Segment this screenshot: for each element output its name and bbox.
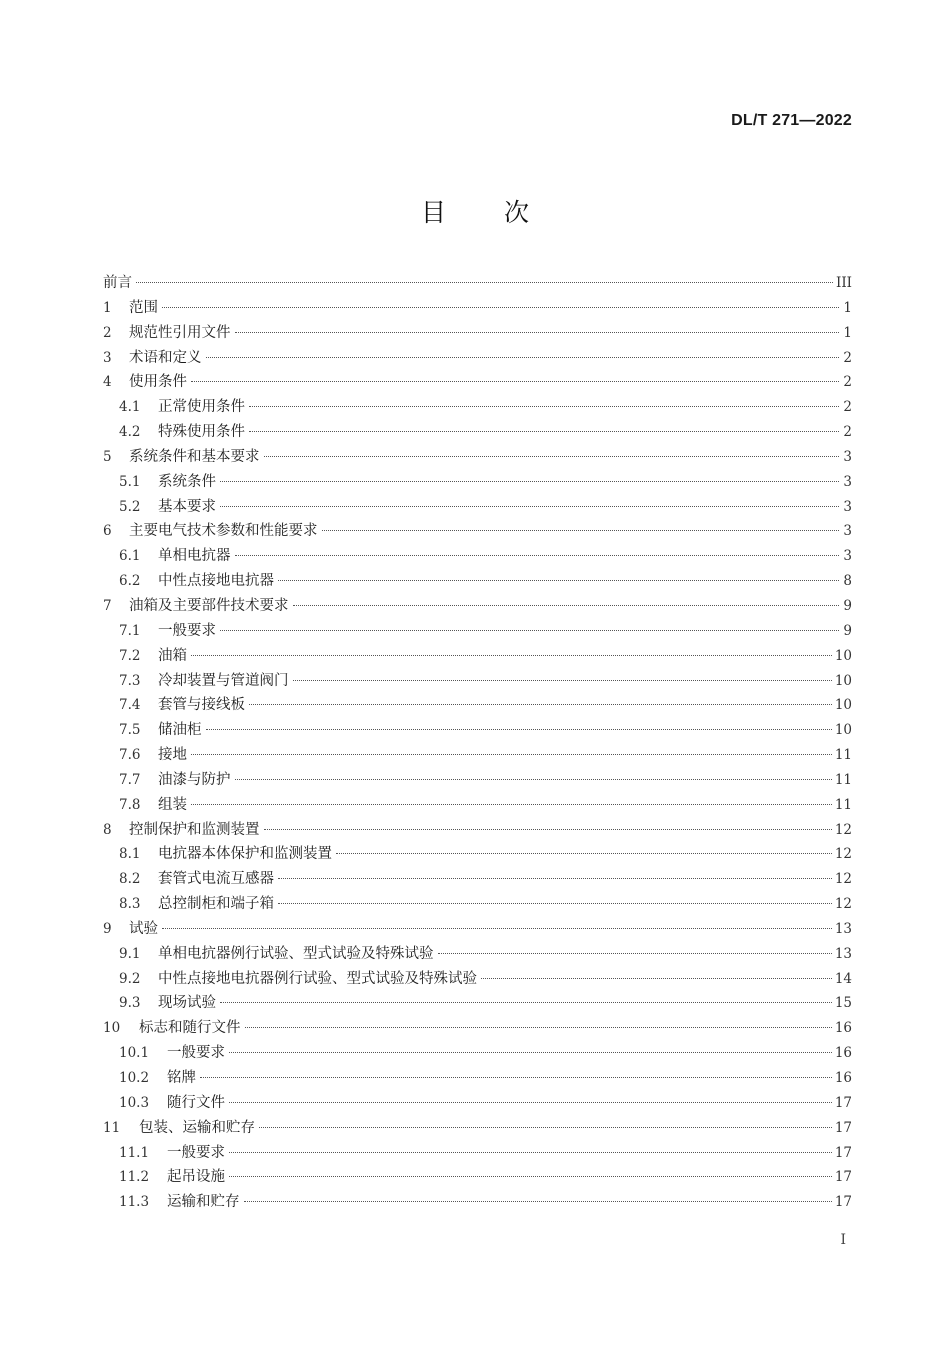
- toc-entry-title: 正常使用条件: [158, 399, 245, 416]
- toc-dot-leader: [220, 630, 839, 631]
- toc-entry[interactable]: [103, 743, 852, 768]
- toc-entry-number: 9.2: [119, 970, 141, 987]
- toc-entry-number: 7.3: [119, 672, 141, 689]
- toc-entry-page: 1: [843, 299, 852, 316]
- toc-entry-title: 单相电抗器例行试验、型式试验及特殊试验: [158, 945, 434, 962]
- toc-entry[interactable]: [103, 718, 852, 743]
- toc-entry[interactable]: [103, 942, 852, 967]
- toc-entry[interactable]: [103, 321, 852, 346]
- toc-entry-title: 基本要求: [158, 498, 216, 515]
- toc-entry-page: 13: [834, 945, 852, 962]
- toc-dot-leader: [162, 928, 832, 929]
- toc-entry[interactable]: [103, 346, 852, 371]
- toc-entry[interactable]: [103, 768, 852, 793]
- toc-entry-title: 前言: [103, 275, 132, 291]
- toc-entry-title: 组装: [158, 796, 187, 813]
- toc-entry-number: 10.1: [119, 1045, 150, 1062]
- toc-dot-leader: [293, 605, 840, 606]
- toc-entry-number: 6.2: [119, 573, 141, 590]
- toc-entry-page: 2: [843, 349, 852, 366]
- toc-entry-number: 6: [103, 523, 112, 540]
- toc-entry[interactable]: [103, 519, 852, 544]
- toc-entry-number: 11.3: [119, 1194, 150, 1211]
- toc-entry-title: 冷却装置与管道阀门: [158, 672, 289, 689]
- toc-entry-page: 17: [834, 1194, 852, 1211]
- toc-entry-number: 11: [103, 1119, 121, 1136]
- toc-entry[interactable]: [103, 967, 852, 992]
- toc-entry-number: 8.1: [119, 846, 141, 863]
- toc-entry-page: 16: [834, 1070, 852, 1086]
- toc-entry-page: 10: [834, 722, 852, 739]
- toc-entry-title: 标志和随行文件: [139, 1020, 241, 1037]
- toc-entry-title: 特殊使用条件: [158, 424, 245, 441]
- toc-dot-leader: [229, 1152, 832, 1153]
- toc-entry-page: 1: [843, 324, 852, 341]
- toc-entry-number: 11.1: [119, 1144, 150, 1161]
- toc-entry-page: 3: [843, 448, 852, 465]
- toc-entry-number: 7.2: [119, 647, 141, 664]
- toc-entry-page: 12: [834, 871, 852, 888]
- toc-entry[interactable]: [103, 1141, 852, 1166]
- toc-dot-leader: [229, 1102, 832, 1103]
- toc-entry-number: 10.3: [119, 1094, 150, 1111]
- toc-entry[interactable]: [103, 544, 852, 569]
- toc-entry[interactable]: [103, 594, 852, 619]
- toc-entry-page: III: [836, 275, 852, 291]
- toc-dot-leader: [264, 456, 840, 457]
- toc-dot-leader: [245, 1027, 832, 1028]
- toc-entry-title: 油箱及主要部件技术要求: [129, 597, 289, 614]
- toc-entry[interactable]: [103, 370, 852, 395]
- toc-entry-number: 9.1: [119, 945, 141, 962]
- toc-dot-leader: [278, 903, 832, 904]
- toc-entry-page: 11: [834, 771, 852, 788]
- toc-entry-page: 17: [834, 1169, 852, 1186]
- toc-dot-leader: [249, 431, 839, 432]
- toc-dot-leader: [264, 829, 832, 830]
- toc-dot-leader: [136, 282, 833, 283]
- toc-dot-leader: [206, 729, 832, 730]
- toc-entry-page: 2: [843, 399, 852, 416]
- toc-entry-page: 3: [843, 523, 852, 540]
- toc-entry-page: 10: [834, 672, 852, 689]
- toc-entry-title: 范围: [129, 299, 158, 316]
- toc-entry-number: 8.2: [119, 871, 141, 888]
- toc-entry-number: 7.5: [119, 722, 141, 739]
- toc-entry-title: 油漆与防护: [158, 771, 231, 788]
- toc-entry-title: 总控制柜和端子箱: [158, 896, 274, 913]
- toc-dot-leader: [162, 307, 839, 308]
- document-code: DL/T 271—2022: [731, 112, 852, 129]
- toc-entry[interactable]: [103, 296, 852, 321]
- toc-entry-number: 2: [103, 324, 112, 341]
- toc-entry-title: 现场试验: [158, 995, 216, 1012]
- toc-dot-leader: [206, 357, 840, 358]
- toc-entry-title: 试验: [129, 920, 158, 937]
- toc-entry-number: 8: [103, 821, 112, 838]
- toc-dot-leader: [229, 1176, 832, 1177]
- toc-entry[interactable]: [103, 842, 852, 867]
- toc-entry[interactable]: [103, 693, 852, 718]
- toc-entry-number: 1: [103, 299, 112, 316]
- toc-dot-leader: [191, 754, 832, 755]
- toc-entry-page: 12: [834, 821, 852, 838]
- toc-entry-title: 套管与接线板: [158, 697, 245, 714]
- toc-entry-title: 一般要求: [167, 1144, 225, 1161]
- toc-entry[interactable]: [103, 793, 852, 818]
- toc-entry-title: 单相电抗器: [158, 548, 231, 565]
- toc-dot-leader: [293, 680, 832, 681]
- toc-entry-number: 5.1: [119, 473, 141, 490]
- toc-entry-page: 9: [843, 622, 852, 639]
- toc-entry[interactable]: [103, 271, 852, 296]
- toc-entry-number: 4.2: [119, 424, 141, 441]
- toc-dot-leader: [220, 481, 839, 482]
- toc-entry-page: 2: [843, 374, 852, 391]
- toc-entry[interactable]: [103, 917, 852, 942]
- toc-entry-page: 17: [834, 1144, 852, 1161]
- toc-entry-number: 7.1: [119, 622, 141, 639]
- toc-dot-leader: [336, 853, 832, 854]
- toc-entry-number: 10: [103, 1020, 121, 1037]
- toc-entry-number: 7.8: [119, 796, 141, 813]
- toc-entry-number: 6.1: [119, 548, 141, 565]
- toc-entry-page: 16: [834, 1045, 852, 1062]
- toc-entry-title: 储油柜: [158, 722, 202, 739]
- toc-entry-number: 8.3: [119, 896, 141, 913]
- toc-entry-title: 一般要求: [158, 622, 216, 639]
- title-char-2: 次: [504, 198, 530, 227]
- toc-entry[interactable]: [103, 1041, 852, 1066]
- toc-entry[interactable]: [103, 818, 852, 843]
- toc-entry[interactable]: [103, 991, 852, 1016]
- toc-entry-title: 术语和定义: [129, 349, 202, 366]
- toc-entry-number: 5: [103, 448, 112, 465]
- toc-entry-number: 4: [103, 374, 112, 391]
- toc-entry[interactable]: [103, 644, 852, 669]
- toc-entry-number: 3: [103, 349, 112, 366]
- toc-entry-title: 铭牌: [167, 1070, 196, 1086]
- toc-dot-leader: [220, 1002, 832, 1003]
- toc-entry[interactable]: [103, 569, 852, 594]
- toc-dot-leader: [229, 1052, 832, 1053]
- toc-entry[interactable]: [103, 495, 852, 520]
- toc-entry[interactable]: [103, 669, 852, 694]
- title-char-1: 目: [420, 198, 446, 227]
- toc-entry-number: 7.7: [119, 771, 141, 788]
- toc-entry-page: 16: [834, 1020, 852, 1037]
- toc-entry-page: 17: [834, 1094, 852, 1111]
- toc-entry-title: 油箱: [158, 647, 187, 664]
- toc-entry-number: 5.2: [119, 498, 141, 515]
- toc-entry-title: 中性点接地电抗器: [158, 573, 274, 590]
- toc-entry[interactable]: [103, 1016, 852, 1041]
- toc-entry-page: 13: [834, 920, 852, 937]
- toc-entry[interactable]: [103, 470, 852, 495]
- toc-dot-leader: [191, 381, 839, 382]
- toc-entry-page: 12: [834, 896, 852, 913]
- toc-entry[interactable]: [103, 619, 852, 644]
- toc-dot-leader: [244, 1201, 832, 1202]
- toc-entry[interactable]: [103, 1091, 852, 1116]
- toc-entry-page: 10: [834, 697, 852, 714]
- toc-dot-leader: [220, 506, 839, 507]
- toc-dot-leader: [235, 555, 840, 556]
- toc-entry-page: 10: [834, 647, 852, 664]
- toc-entry-page: 14: [834, 970, 852, 987]
- toc-dot-leader: [259, 1127, 832, 1128]
- toc-entry-page: 8: [843, 573, 852, 590]
- toc-entry-title: 控制保护和监测装置: [129, 821, 260, 838]
- toc-entry-page: 3: [843, 498, 852, 515]
- footer-page-number: I: [840, 1232, 846, 1248]
- toc-entry-page: 12: [834, 846, 852, 863]
- toc-entry-number: 10.2: [119, 1070, 150, 1086]
- toc-entry-page: 2: [843, 424, 852, 441]
- toc-entry-title: 包装、运输和贮存: [139, 1119, 255, 1136]
- toc-entry-title: 运输和贮存: [167, 1194, 240, 1211]
- toc-dot-leader: [278, 878, 832, 879]
- table-of-contents: [103, 271, 852, 1215]
- toc-entry-page: 3: [843, 548, 852, 565]
- toc-entry-title: 一般要求: [167, 1045, 225, 1062]
- toc-entry-number: 7: [103, 597, 112, 614]
- toc-entry-page: 17: [834, 1119, 852, 1136]
- toc-entry-page: 9: [843, 597, 852, 614]
- toc-entry-page: 11: [834, 747, 852, 764]
- toc-entry[interactable]: [103, 1165, 852, 1190]
- toc-dot-leader: [249, 406, 839, 407]
- toc-entry-number: 7.6: [119, 747, 141, 764]
- toc-entry-number: 7.4: [119, 697, 141, 714]
- toc-entry[interactable]: [103, 445, 852, 470]
- toc-dot-leader: [249, 704, 832, 705]
- toc-entry-title: 电抗器本体保护和监测装置: [158, 846, 332, 863]
- toc-entry[interactable]: [103, 892, 852, 917]
- toc-entry-title: 系统条件和基本要求: [129, 448, 260, 465]
- toc-entry-title: 接地: [158, 747, 187, 764]
- toc-entry[interactable]: [103, 867, 852, 892]
- toc-dot-leader: [200, 1077, 832, 1078]
- toc-entry-page: 11: [834, 796, 852, 813]
- toc-entry[interactable]: [103, 1116, 852, 1141]
- toc-dot-leader: [235, 779, 832, 780]
- toc-dot-leader: [438, 953, 832, 954]
- toc-entry-number: 9: [103, 920, 112, 937]
- toc-entry-page: 15: [834, 995, 852, 1012]
- toc-entry-title: 使用条件: [129, 374, 187, 391]
- toc-dot-leader: [481, 978, 832, 979]
- toc-entry[interactable]: [103, 1190, 852, 1215]
- toc-entry-title: 系统条件: [158, 473, 216, 490]
- toc-entry-number: 9.3: [119, 995, 141, 1012]
- toc-entry[interactable]: [103, 420, 852, 445]
- toc-entry-title: 套管式电流互感器: [158, 871, 274, 888]
- toc-entry-page: 3: [843, 473, 852, 490]
- toc-dot-leader: [278, 580, 839, 581]
- toc-entry-title: 随行文件: [167, 1094, 225, 1111]
- toc-dot-leader: [235, 332, 840, 333]
- page-title: [0, 193, 950, 229]
- toc-entry-title: 规范性引用文件: [129, 324, 231, 341]
- toc-dot-leader: [322, 530, 840, 531]
- toc-entry[interactable]: [103, 1066, 852, 1091]
- toc-entry-title: 中性点接地电抗器例行试验、型式试验及特殊试验: [158, 970, 477, 987]
- toc-entry[interactable]: [103, 395, 852, 420]
- toc-entry-title: 主要电气技术参数和性能要求: [129, 523, 318, 540]
- toc-entry-title: 起吊设施: [167, 1169, 225, 1186]
- toc-dot-leader: [191, 655, 832, 656]
- toc-entry-number: 11.2: [119, 1169, 150, 1186]
- toc-entry-number: 4.1: [119, 399, 141, 416]
- toc-dot-leader: [191, 804, 832, 805]
